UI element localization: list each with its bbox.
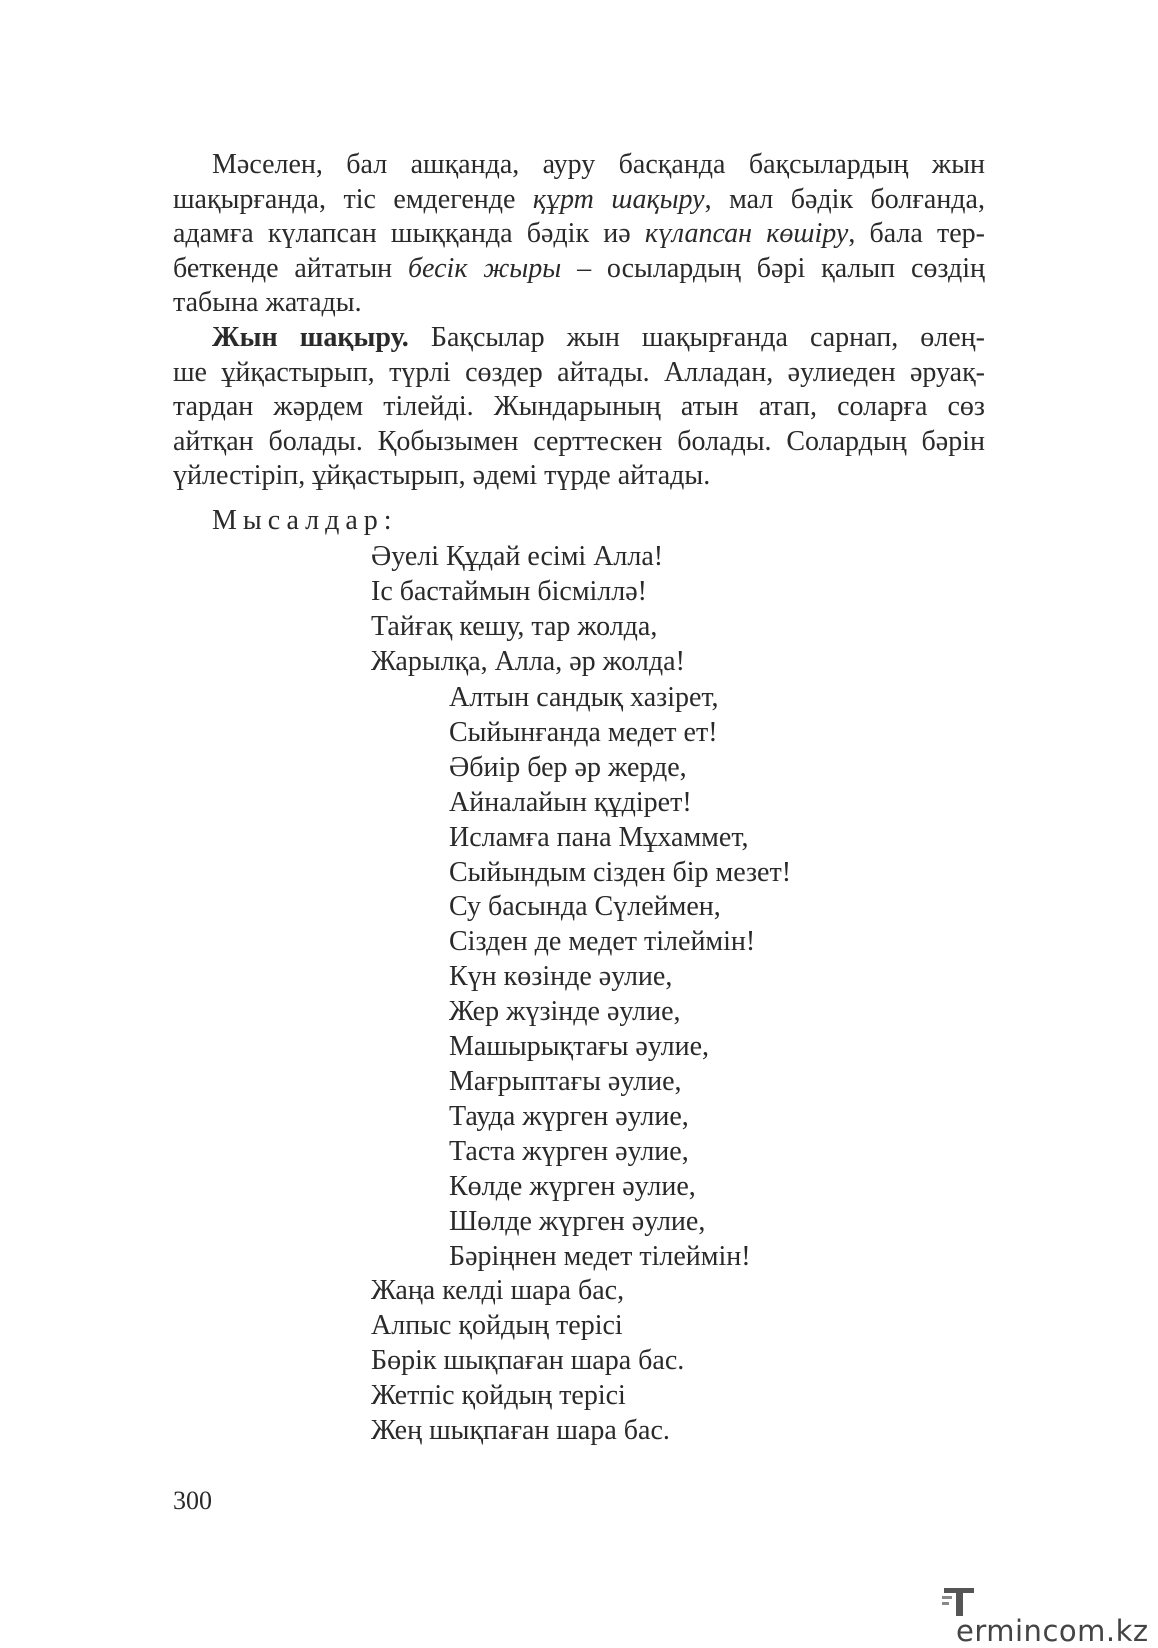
verse-line: Жең шықпаған шара бас. <box>371 1414 670 1446</box>
italic-term: құрт шақыру <box>532 183 705 215</box>
verse-line: Жетпіс қойдың терісі <box>371 1379 626 1411</box>
verse-stanza-1 <box>371 540 685 680</box>
verse-stanza-2 <box>449 681 791 1274</box>
text-line: шақырғанда, тіс емдегенде құрт шақыру, мал бәдік болғанда, <box>173 183 985 215</box>
verse-line: Бөрік шықпаған шара бас. <box>371 1344 685 1376</box>
verse-line: Күн көзінде әулие, <box>449 961 673 993</box>
italic-term: күлапсан көшіру <box>644 218 849 250</box>
verse-line: Әуелі Құдай есімі Алла! <box>371 541 664 572</box>
verse-line: Тауда жүрген әулие, <box>449 1100 689 1132</box>
examples-label: Мысалдар: <box>212 505 398 536</box>
verse-line: Тайғақ кешу, тар жолда, <box>371 610 658 642</box>
verse-line: Машырықтағы әулие, <box>449 1031 709 1063</box>
verse-line: Алтын сандық хазірет, <box>449 682 719 713</box>
verse-line: Сыйынғанда медет ет! <box>449 716 718 748</box>
verse-line: Алпыс қойдың терісі <box>371 1309 623 1341</box>
text-line: үйлестіріп, ұйқастырып, әдемі түрде айтады. <box>173 460 711 492</box>
verse-line: Жарылқа, Алла, әр жолда! <box>371 645 685 677</box>
verse-line: Іс бастаймын бісміллә! <box>371 575 648 607</box>
text-line: адамға күлапсан шыққанда бәдік иә күлапсан көшіру, бала тер- <box>173 218 985 250</box>
paragraph-1 <box>173 148 985 321</box>
text-line: Жын шақыру. Бақсылар жын шақырғанда сарнап, өлең- <box>212 321 985 353</box>
verse-line: Таста жүрген әулие, <box>449 1135 689 1167</box>
text-line: ше ұйқастырып, түрлі сөздер айтады. Алладан, әулиеден әруақ- <box>173 356 985 388</box>
verse-line: Сыйындым сізден бір мезет! <box>449 856 792 888</box>
verse-line: Әбиір бер әр жерде, <box>449 751 687 783</box>
paragraph-2 <box>173 321 985 494</box>
body-text <box>173 148 985 494</box>
verse-line: Жаңа келді шара бас, <box>371 1275 625 1306</box>
verse-stanza-3 <box>371 1274 684 1449</box>
text-line: Мәселен, бал ашқанда, ауру басқанда бақсылардың жын <box>212 149 985 180</box>
verse-line: Сізден де медет тілеймін! <box>449 926 756 958</box>
text-line: тардан жәрдем тілейді. Жындарының атын атап, соларға сөз <box>173 391 985 423</box>
watermark-text: ermincom.kz <box>956 1614 1149 1648</box>
verse-line: Исламға пана Мұхаммет, <box>449 821 749 853</box>
verse-line: Мағрыптағы әулие, <box>449 1065 682 1097</box>
site-watermark <box>942 1580 1149 1648</box>
verse-line: Су басында Сүлеймен, <box>449 891 721 923</box>
verse-line: Шөлде жүрген әулие, <box>449 1205 706 1237</box>
verse-line: Айналайын құдірет! <box>449 786 692 818</box>
verse-line: Көлде жүрген әулие, <box>449 1170 696 1202</box>
text-line: айтқан болады. Қобызымен серттескен болады. Солардың бәрін <box>173 425 985 457</box>
text-line: табына жатады. <box>173 287 362 319</box>
page-number: 300 <box>173 1486 212 1515</box>
verse-line: Жер жүзінде әулие, <box>449 996 681 1028</box>
italic-term: бесік жыры <box>407 252 562 284</box>
text-line: беткенде айтатын бесік жыры – осылардың бәрі қалып сөздің <box>173 252 985 284</box>
verse-line: Бәріңнен медет тілеймін! <box>449 1240 751 1272</box>
section-heading: Жын шақыру. <box>212 321 409 353</box>
